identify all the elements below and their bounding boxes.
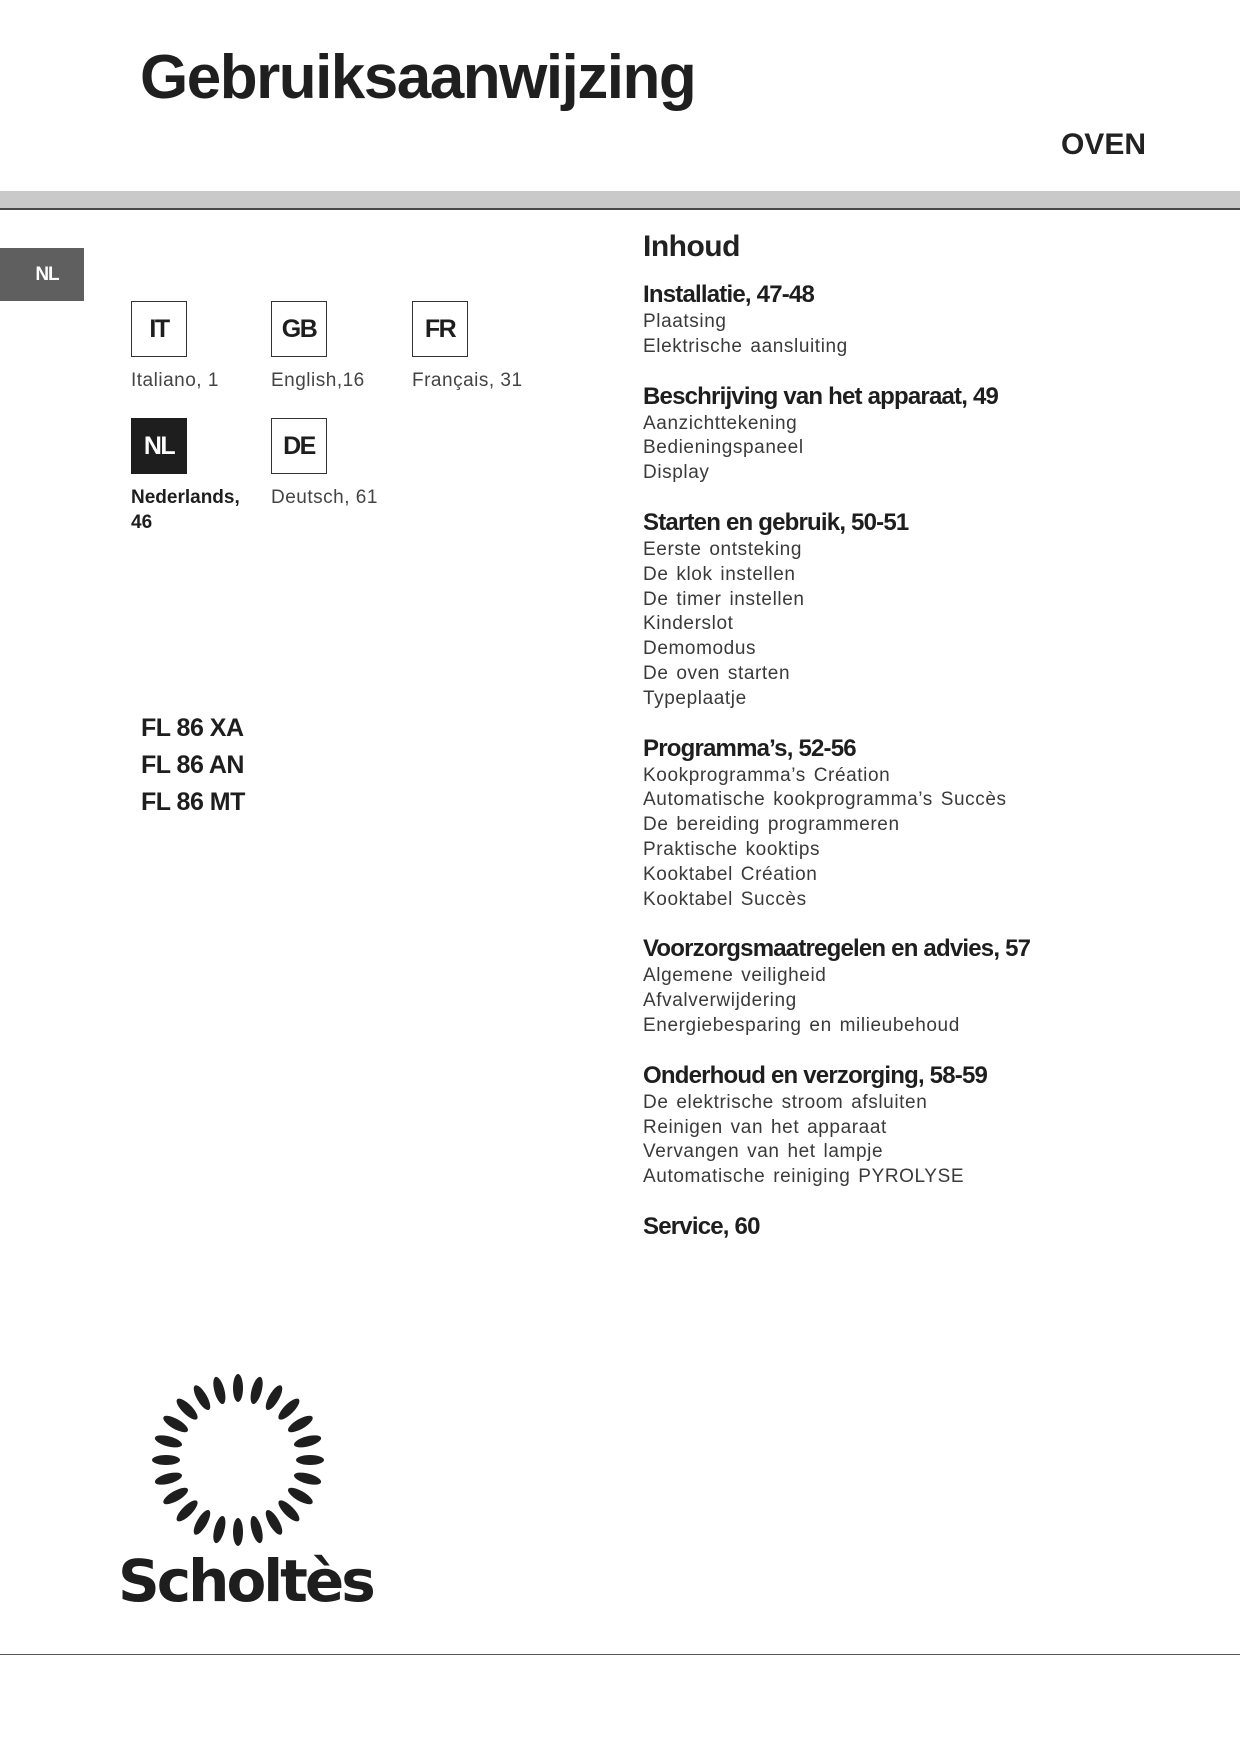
sun-burst-icon <box>148 1370 328 1550</box>
toc-section-starten <box>643 508 1203 712</box>
language-code-box: NL <box>131 418 187 474</box>
brand-logo <box>118 1370 373 1615</box>
toc-heading: Inhoud <box>643 230 740 263</box>
toc-item[interactable]: Plaatsing <box>643 311 727 332</box>
toc-section-onderhoud <box>643 1061 1203 1190</box>
toc-section-title[interactable]: Starten en gebruik, 50-51 <box>643 508 909 536</box>
language-code-box: DE <box>271 418 327 474</box>
toc-item[interactable]: Reinigen van het apparaat <box>643 1116 887 1138</box>
model-list <box>141 710 245 821</box>
toc-item[interactable]: Algemene veiligheid <box>643 965 827 987</box>
table-of-contents <box>643 230 1203 1264</box>
toc-item[interactable]: De bereiding programmeren <box>643 814 900 836</box>
toc-item[interactable]: Typeplaatje <box>643 687 747 709</box>
toc-section-title[interactable]: Voorzorgsmaatregelen en advies, 57 <box>643 935 1031 963</box>
toc-item[interactable]: Bedieningspaneel <box>643 437 804 459</box>
toc-section-title[interactable]: Service, 60 <box>643 1212 760 1240</box>
footer-rule <box>0 1654 1240 1655</box>
language-de[interactable] <box>271 418 421 511</box>
header-rule <box>0 208 1240 210</box>
model-number: FL 86 MT <box>141 788 245 816</box>
toc-section-programmas <box>643 734 1203 913</box>
language-label: Nederlands, 46 <box>131 487 240 533</box>
toc-item[interactable]: De timer instellen <box>643 588 805 610</box>
toc-section-service <box>643 1212 1203 1242</box>
header-band <box>0 191 1240 208</box>
language-gb[interactable] <box>271 301 421 394</box>
language-label: Deutsch, 61 <box>271 487 378 508</box>
toc-item[interactable]: Demomodus <box>643 638 757 660</box>
toc-item[interactable]: Praktische kooktips <box>643 838 821 860</box>
brand-name: Scholtès <box>118 1547 373 1615</box>
toc-item[interactable]: Vervangen van het lampje <box>643 1141 884 1163</box>
toc-item[interactable]: Afvalverwijdering <box>643 990 797 1012</box>
toc-item[interactable]: Kooktabel Création <box>643 863 818 885</box>
toc-section-title[interactable]: Programma’s, 52-56 <box>643 734 856 762</box>
language-side-tab: NL <box>0 248 84 301</box>
toc-item[interactable]: Display <box>643 462 710 484</box>
toc-section-installatie <box>643 280 1203 360</box>
toc-section-title[interactable]: Onderhoud en verzorging, 58-59 <box>643 1061 988 1089</box>
language-label: Italiano, 1 <box>131 370 219 391</box>
language-code-box: IT <box>131 301 187 357</box>
toc-item[interactable]: Elektrische aansluiting <box>643 335 848 357</box>
toc-section-title[interactable]: Installatie, 47-48 <box>643 281 815 308</box>
document-title: Gebruiksaanwijzing <box>140 43 696 112</box>
toc-section-beschrijving <box>643 382 1203 486</box>
language-it[interactable] <box>131 301 281 394</box>
language-code-box: GB <box>271 301 327 357</box>
model-number: FL 86 AN <box>141 751 244 779</box>
language-code-box: FR <box>412 301 468 357</box>
toc-item[interactable]: Kookprogramma’s Création <box>643 764 891 786</box>
toc-item[interactable]: De oven starten <box>643 662 791 684</box>
language-label: Français, 31 <box>412 370 523 391</box>
language-fr[interactable] <box>412 301 562 394</box>
toc-item[interactable]: Aanzichttekening <box>643 412 798 434</box>
toc-section-title[interactable]: Beschrijving van het apparaat, 49 <box>643 382 999 410</box>
toc-item[interactable]: De elektrische stroom afsluiten <box>643 1091 928 1113</box>
toc-item[interactable]: Kooktabel Succès <box>643 888 807 910</box>
product-type: OVEN <box>1060 128 1146 161</box>
toc-item[interactable]: Energiebesparing en milieubehoud <box>643 1014 960 1036</box>
toc-section-voorzorgsmaatregelen <box>643 934 1203 1038</box>
toc-item[interactable]: Eerste ontsteking <box>643 538 803 560</box>
toc-item[interactable]: De klok instellen <box>643 563 796 585</box>
toc-item[interactable]: Automatische kookprogramma’s Succès <box>643 789 1007 811</box>
toc-item[interactable]: Automatische reiniging PYROLYSE <box>643 1166 965 1188</box>
toc-item[interactable]: Kinderslot <box>643 613 734 635</box>
language-nl[interactable] <box>131 418 281 535</box>
language-label: English,16 <box>271 370 365 391</box>
model-number: FL 86 XA <box>141 714 244 742</box>
